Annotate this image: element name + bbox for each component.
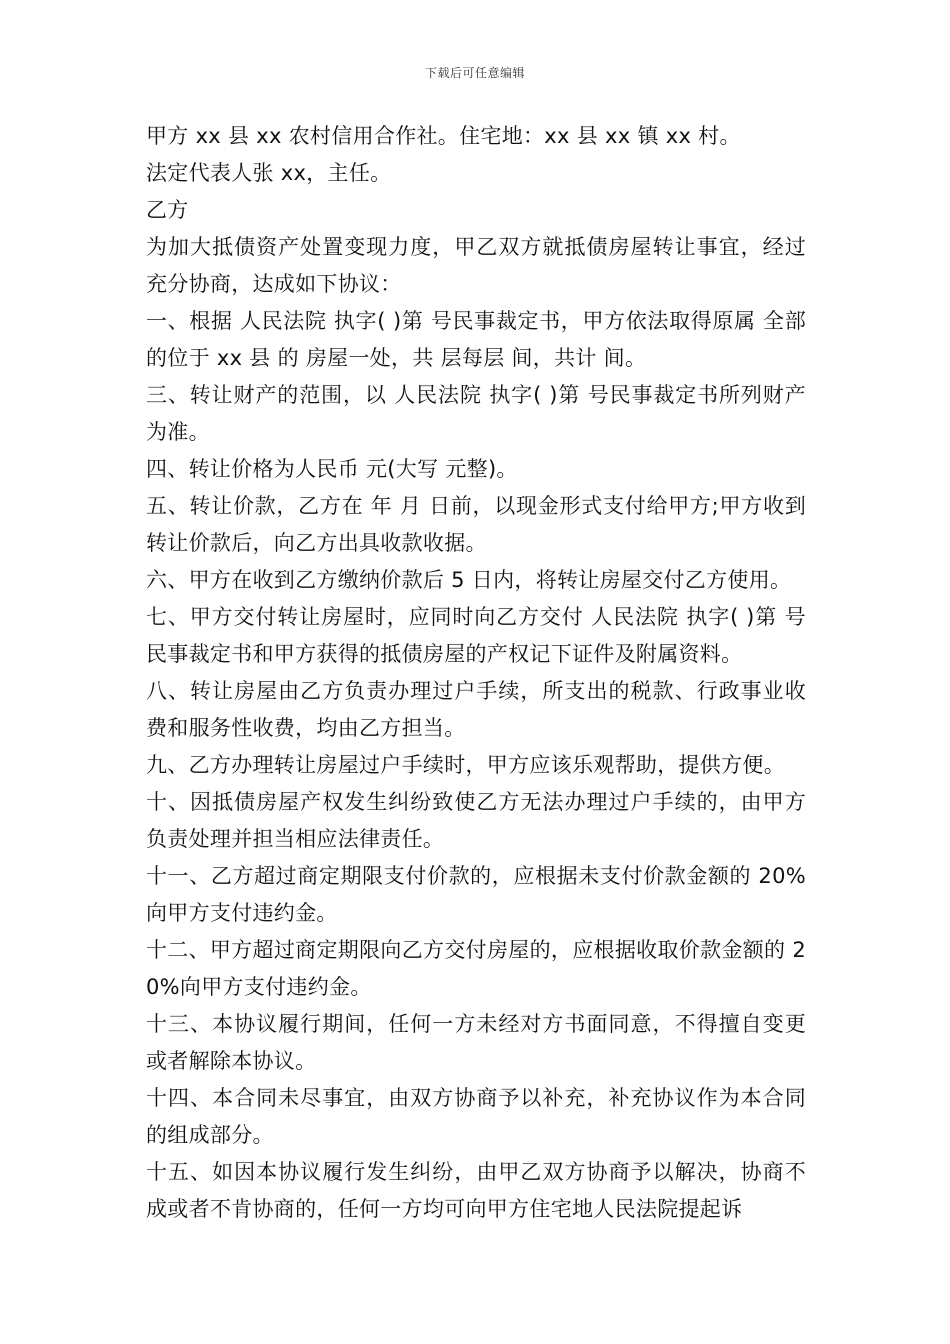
document-body: [146, 118, 806, 1228]
paragraph-clause-3: 三、转让财产的范围，以 人民法院 执字( )第 号民事裁定书所列财产为准。: [146, 383, 806, 444]
paragraph-clause-14: 十四、本合同未尽事宜，由双方协商予以补充，补充协议作为本合同的组成部分。: [146, 1086, 806, 1147]
paragraph-legal-rep: 法定代表人张 xx，主任。: [146, 161, 392, 185]
paragraph-clause-11: 十一、乙方超过商定期限支付价款的，应根据未支付价款金额的 20%向甲方支付违约金。: [146, 864, 806, 925]
paragraph-preamble: 为加大抵债资产处置变现力度，甲乙双方就抵债房屋转让事宜，经过充分协商，达成如下协议：: [146, 235, 806, 296]
paragraph-clause-9: 九、乙方办理转让房屋过户手续时，甲方应该乐观帮助，提供方便。: [146, 753, 785, 777]
paragraph-clause-10: 十、因抵债房屋产权发生纠纷致使乙方无法办理过户手续的，由甲方负责处理并担当相应法律责任。: [146, 790, 806, 851]
paragraph-clause-4: 四、转让价格为人民币 元(大写 元整)。: [146, 457, 518, 481]
paragraph-clause-12: 十二、甲方超过商定期限向乙方交付房屋的，应根据收取价款金额的 20%向甲方支付违约金。: [146, 938, 806, 999]
paragraph-clause-6: 六、甲方在收到乙方缴纳价款后 5 日内，将转让房屋交付乙方使用。: [146, 568, 792, 592]
paragraph-clause-8: 八、转让房屋由乙方负责办理过户手续，所支出的税款、行政事业收费和服务性收费，均由乙方担当。: [146, 679, 806, 740]
paragraph-party-a: 甲方 xx 县 xx 农村信用合作社。住宅地：xx 县 xx 镇 xx 村。: [146, 124, 741, 148]
paragraph-clause-7: 七、甲方交付转让房屋时，应同时向乙方交付 人民法院 执字( )第 号民事裁定书和甲方获得的抵债房屋的产权记下证件及附属资料。: [146, 605, 806, 666]
paragraph-clause-5: 五、转让价款，乙方在 年 月 日前，以现金形式支付给甲方;甲方收到转让价款后，向乙方出具收款收据。: [146, 494, 806, 555]
paragraph-party-b: 乙方: [146, 198, 189, 222]
paragraph-clause-15: 十五、如因本协议履行发生纠纷，由甲乙双方协商予以解决，协商不成或者不肯协商的，任何一方均可向甲方住宅地人民法院提起诉: [146, 1160, 806, 1221]
paragraph-clause-1: 一、根据 人民法院 执字( )第 号民事裁定书，甲方依法取得原属 全部的位于 xx 县 的 房屋一处，共 层每层 间，共计 间。: [146, 309, 806, 370]
page-header: 下载后可任意编辑: [424, 66, 525, 80]
paragraph-clause-13: 十三、本协议履行期间，任何一方未经对方书面同意，不得擅自变更或者解除本协议。: [146, 1012, 806, 1073]
